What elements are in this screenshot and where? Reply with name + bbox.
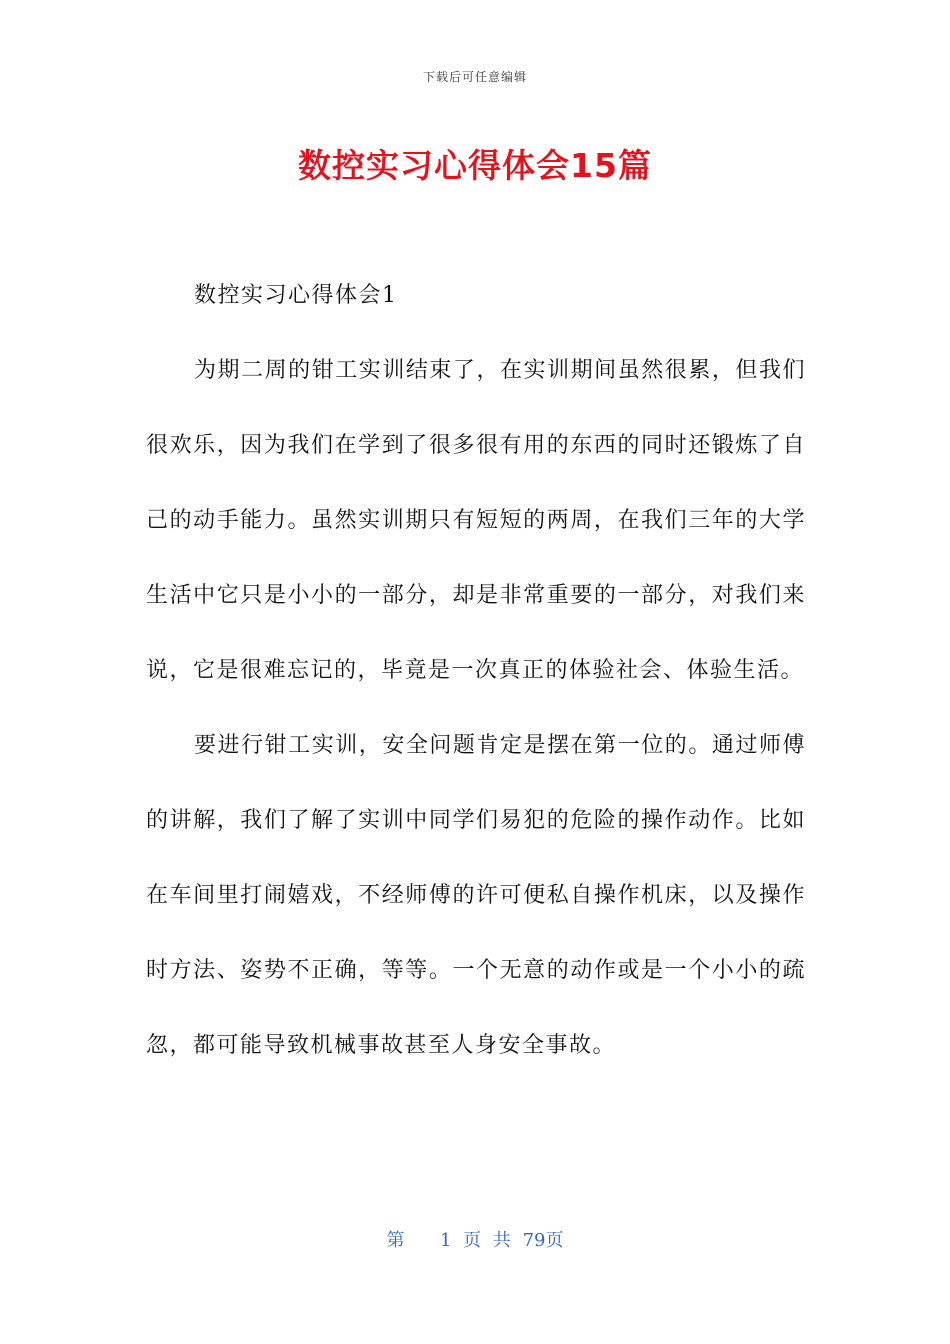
footer-page-unit: 页 [463,1230,482,1251]
footer-page-label: 第 [386,1230,405,1251]
body-paragraph: 为期二周的钳工实训结束了，在实训期间虽然很累，但我们很欢乐，因为我们在学到了很多很有用的东西的同时还锻炼了自己的动手能力。虽然实训期只有短短的两周，在我们三年的大学生活中它只是小小的一部分，却是非常重要的一部分，对我们来说，它是很难忘记的，毕竟是一次真正的体验社会、体验生活。 [146,358,806,683]
document-body [146,258,806,1083]
document-title: 数控实习心得体会15篇 [298,146,652,185]
header-note: 下载后可任意编辑 [422,70,527,84]
footer-total-unit: 页 [545,1230,564,1251]
body-paragraph: 要进行钳工实训，安全问题肯定是摆在第一位的。通过师傅的讲解，我们了解了实训中同学们易犯的危险的操作动作。比如在车间里打闹嬉戏，不经师傅的许可便私自操作机床，以及操作时方法、姿势不正确，等等。一个无意的动作或是一个小小的疏忽，都可能导致机械事故甚至人身安全事故。 [146,733,806,1058]
footer-total-label: 共 [492,1230,511,1251]
footer-total-pages: 79 [522,1230,546,1251]
page-footer [0,1226,950,1252]
section-heading: 数控实习心得体会1 [194,283,398,308]
footer-current-page: 1 [439,1230,452,1251]
